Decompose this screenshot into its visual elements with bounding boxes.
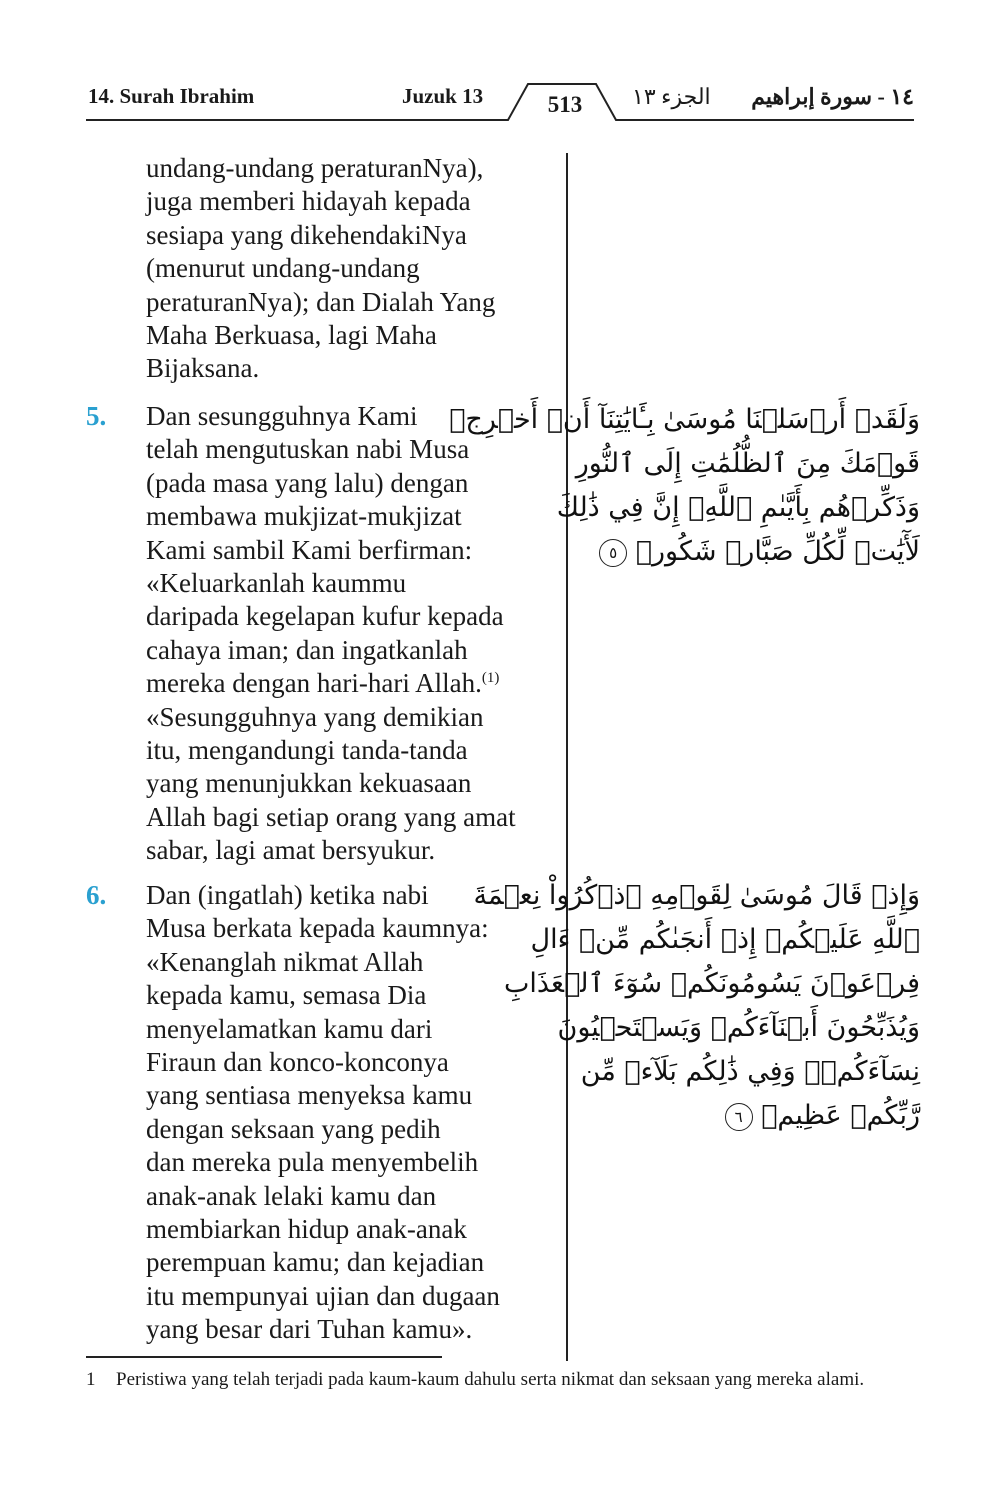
translation-line: juga memberi hidayah kepada <box>146 186 471 217</box>
translation-line: menyelamatkan kamu dari <box>146 1013 433 1044</box>
translation-line: cahaya iman; dan ingatkanlah <box>146 634 468 665</box>
surah-title-latin: 14. Surah Ibrahim <box>88 84 255 108</box>
translation-line: membiarkan hidup anak-anak <box>146 1214 467 1245</box>
arabic-line-text: رَّبِّكُمۡ عَظِيمٞ <box>761 1100 920 1131</box>
translation-line: daripada kegelapan kufur kepada <box>146 601 504 632</box>
translation-line: itu mempunyai ujian dan dugaan <box>146 1280 500 1311</box>
surah-title-arabic: ١٤ - سورة إبراهيم <box>751 84 914 109</box>
arabic-line: فِرۡعَوۡنَ يَسُومُونَكُمۡ سُوٓءَ ٱلۡعَذَابِ <box>503 968 920 999</box>
translation-line-text: mereka dengan hari-hari Allah. <box>146 668 482 699</box>
juz-label-latin: Juzuk 13 <box>402 84 484 108</box>
translation-line: perempuan kamu; dan kejadian <box>146 1247 485 1278</box>
header-rule <box>0 0 1000 160</box>
column-divider <box>566 153 568 1361</box>
translation-line: Kami sambil Kami berfirman: <box>146 534 473 565</box>
juz-label-arabic: الجزء ١٣ <box>632 84 711 109</box>
translation-line: yang menunjukkan kekuasaan <box>146 768 472 799</box>
footnote-marker: (1) <box>481 670 500 687</box>
translation-line: Musa berkata kepada kaumnya: <box>146 913 489 944</box>
arabic-line: وَذَكِّرۡهُم بِأَيَّىٰمِ ٱللَّهِۚ إِنَّ فِي ذَٰلِكَ <box>556 492 920 523</box>
arabic-line <box>580 530 920 574</box>
arabic-line: قَوۡمَكَ مِنَ ٱلظُّلُمَٰتِ إِلَى ٱلنُّورِ <box>575 448 920 479</box>
verse-number-5: 5. <box>86 401 107 431</box>
translation-line <box>146 667 566 700</box>
arabic-line-text: لَأٓيَٰتٖ لِّكُلِّ صَبَّارٖ شَكُورٖ <box>635 536 920 567</box>
ayah-end-marker: ٦ <box>725 1103 753 1131</box>
verse-number-6: 6. <box>86 880 107 910</box>
ayah-end-marker: ٥ <box>599 539 627 567</box>
translation-line: membawa mukjizat-mukjizat <box>146 501 462 532</box>
footnote-rule <box>86 1356 442 1358</box>
translation-line: «Keluarkanlah kaummu <box>146 568 407 599</box>
arabic-verse-6 <box>473 874 920 1138</box>
translation-verse-5 <box>146 400 566 868</box>
footnote-number: 1 <box>86 1369 96 1390</box>
translation-line: dengan seksaan yang pedih <box>146 1113 441 1144</box>
translation-line: kepada kamu, semasa Dia <box>146 980 427 1011</box>
arabic-line: وَيُذَبِّحُونَ أَبۡنَآءَكُمۡ وَيَسۡتَحۡيُونَ <box>557 1012 920 1043</box>
page-number: 513 <box>547 92 583 117</box>
translation-line: undang-undang peraturanNya), <box>146 153 484 183</box>
footnote-text: Peristiwa yang telah terjadi pada kaum-kaum dahulu serta nikmat dan seksaan yang mereka alami. <box>116 1369 865 1390</box>
translation-line: anak-anak lelaki kamu dan <box>146 1180 437 1211</box>
translation-line: Dan (ingatlah) ketika nabi <box>146 880 429 910</box>
translation-line: (pada masa yang lalu) dengan <box>146 467 469 498</box>
translation-line: telah mengutuskan nabi Musa <box>146 434 470 465</box>
translation-line: yang besar dari Tuhan kamu». <box>146 1314 473 1345</box>
translation-line: sesiapa yang dikehendakiNya <box>146 219 467 250</box>
translation-continuation <box>146 152 566 386</box>
arabic-line: وَلَقَدۡ أَرۡسَلۡنَا مُوسَىٰ بِـَٔايَٰتِنَآ أَنۡ أَخۡرِجۡ <box>449 404 920 435</box>
translation-verse-6 <box>146 879 566 1347</box>
arabic-line: نِسَآءَكُمۡۚ وَفِي ذَٰلِكُم بَلَآءٞ مِّن <box>580 1056 920 1087</box>
translation-line: Dan sesungguhnya Kami <box>146 401 418 431</box>
translation-line: sabar, lagi amat bersyukur. <box>146 835 436 866</box>
translation-line: peraturanNya); dan Dialah Yang <box>146 286 496 317</box>
arabic-verse-5 <box>449 398 920 574</box>
translation-line: dan mereka pula menyembelih <box>146 1147 479 1178</box>
footnote <box>86 1367 914 1392</box>
translation-line: «Kenanglah nikmat Allah <box>146 946 424 977</box>
arabic-line <box>580 1094 920 1138</box>
translation-line: Maha Berkuasa, lagi Maha <box>146 320 437 351</box>
arabic-line: ٱللَّهِ عَلَيۡكُمۡ إِذۡ أَنجَىٰكُم مِّنۡ ءَالِ <box>530 924 920 955</box>
arabic-line: وَإِذۡ قَالَ مُوسَىٰ لِقَوۡمِهِ ٱذۡكُرُواْ نِعۡمَةَ <box>473 880 920 911</box>
translation-line: «Sesungguhnya yang demikian <box>146 701 484 732</box>
translation-line: itu, mengandungi tanda-tanda <box>146 735 468 766</box>
translation-line: (menurut undang-undang <box>146 253 420 284</box>
translation-line: Allah bagi setiap orang yang amat <box>146 801 516 832</box>
translation-line: Firaun dan konco-konconya <box>146 1047 449 1078</box>
translation-line: Bijaksana. <box>146 353 260 384</box>
translation-line: yang sentiasa menyeksa kamu <box>146 1080 473 1111</box>
